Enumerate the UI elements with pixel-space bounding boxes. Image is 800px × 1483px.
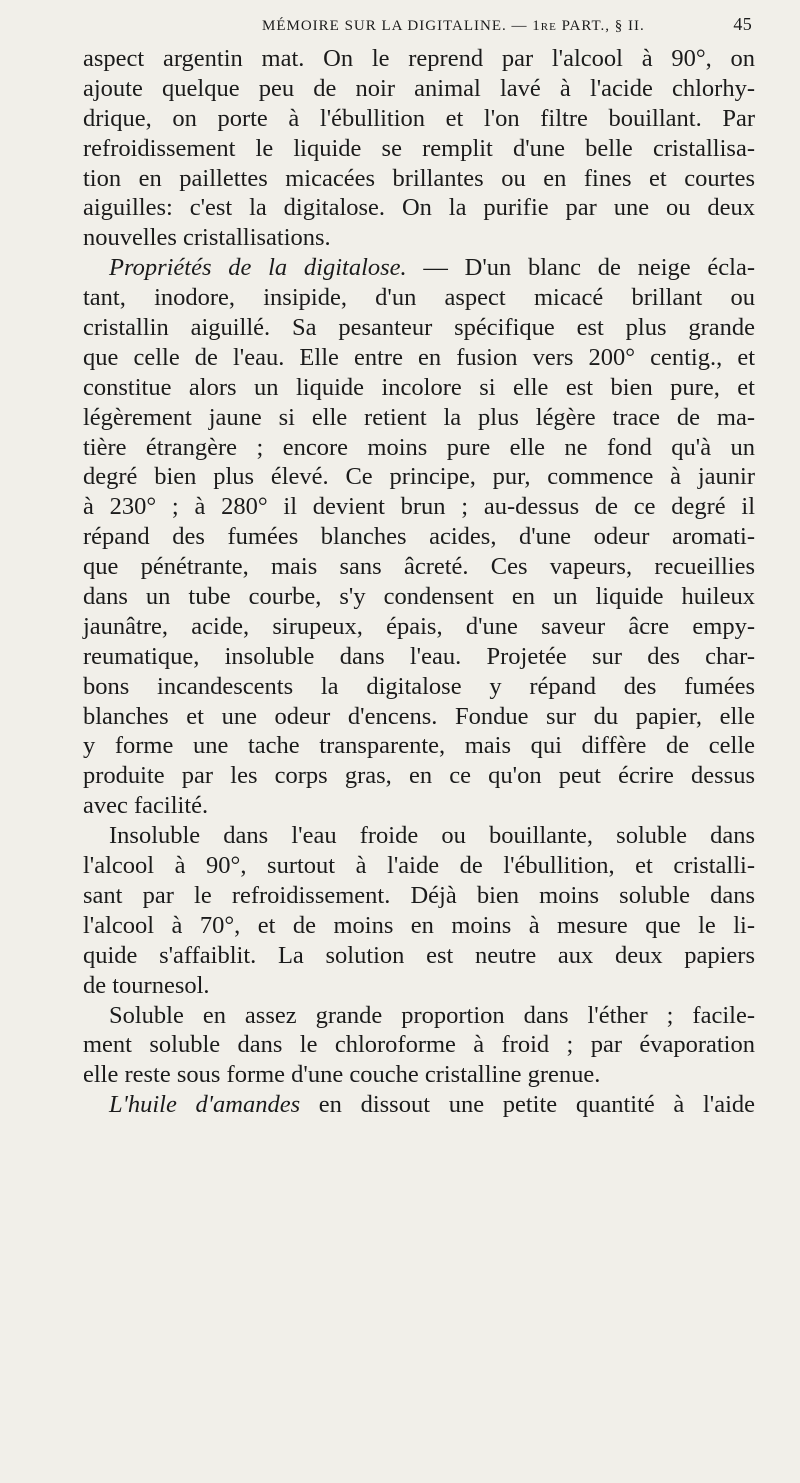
text-line <box>83 1060 755 1090</box>
text-line <box>83 911 755 941</box>
text-run: cristallin aiguillé. Sa pesanteur spécifique est plus grande <box>83 314 755 342</box>
text-line <box>83 791 755 821</box>
text-line <box>83 851 755 881</box>
text-run: drique, on porte à l'ébullition et l'on filtre bouillant. Par <box>83 104 755 132</box>
text-run: légèrement jaune si elle retient la plus légère trace de ma- <box>83 403 755 431</box>
text-line <box>83 971 755 1001</box>
text-run: elle reste sous forme d'une couche cristalline grenue. <box>83 1061 601 1089</box>
text-run: de tournesol. <box>83 971 210 999</box>
text-run: ment soluble dans le chloroforme à froid ; par évaporation <box>83 1031 755 1059</box>
text-line <box>83 164 755 194</box>
text-run: aiguilles: c'est la digitalose. On la purifie par une ou deux <box>83 194 755 222</box>
text-line <box>83 582 755 612</box>
text-line <box>83 1001 755 1031</box>
text-run: ajoute quelque peu de noir animal lavé à l'acide chlorhy- <box>83 74 755 102</box>
text-line <box>83 134 755 164</box>
text-line <box>83 492 755 522</box>
text-line <box>83 433 755 463</box>
text-line <box>83 104 755 134</box>
text-run: Soluble en assez grande proportion dans l'éther ; facile- <box>109 1001 755 1029</box>
text-line <box>83 612 755 642</box>
italic-run: Propriétés de la digitalose. <box>109 254 407 282</box>
text-run: l'alcool à 70°, et de moins en moins à mesure que le li- <box>83 911 755 939</box>
italic-run: L'huile d'amandes <box>109 1091 301 1119</box>
text-line <box>83 761 755 791</box>
text-run: bons incandescents la digitalose y répand des fumées <box>83 672 755 700</box>
text-run: tière étrangère ; encore moins pure elle ne fond qu'à un <box>83 433 755 461</box>
text-run: sant par le refroidissement. Déjà bien moins soluble dans <box>83 881 755 909</box>
text-run: en dissout une petite quantité à l'aide <box>300 1091 755 1119</box>
text-line <box>83 403 755 433</box>
text-run: l'alcool à 90°, surtout à l'aide de l'ébullition, et cristalli- <box>83 852 755 880</box>
text-run: Insoluble dans l'eau froide ou bouillante, soluble dans <box>109 822 755 850</box>
text-run: produite par les corps gras, en ce qu'on peut écrire dessus <box>83 762 755 790</box>
body-text <box>83 44 755 1120</box>
page-number: 45 <box>733 14 752 34</box>
text-run: quide s'affaiblit. La solution est neutre aux deux papiers <box>83 941 755 969</box>
text-run: constitue alors un liquide incolore si elle est bien pure, et <box>83 373 755 401</box>
text-line <box>83 672 755 702</box>
text-line <box>83 74 755 104</box>
text-run: nouvelles cristallisations. <box>83 224 331 252</box>
text-line <box>83 702 755 732</box>
text-run: à 230° ; à 280° il devient brun ; au-dessus de ce degré il <box>83 493 755 521</box>
text-line <box>83 731 755 761</box>
text-line <box>83 253 755 283</box>
running-head <box>262 14 752 35</box>
text-line <box>83 552 755 582</box>
text-run: reumatique, insoluble dans l'eau. Projetée sur des char- <box>83 642 755 670</box>
text-run: que celle de l'eau. Elle entre en fusion vers 200° centig., et <box>83 343 755 371</box>
text-line <box>83 881 755 911</box>
text-line <box>83 44 755 74</box>
text-line <box>83 373 755 403</box>
text-run: refroidissement le liquide se remplit d'une belle cristallisa- <box>83 134 755 162</box>
text-run: tant, inodore, insipide, d'un aspect micacé brillant ou <box>83 284 755 312</box>
text-line <box>83 1030 755 1060</box>
text-run: avec facilité. <box>83 792 209 820</box>
text-run: que pénétrante, mais sans âcreté. Ces vapeurs, recueillies <box>83 553 755 581</box>
running-head-title: MÉMOIRE SUR LA DIGITALINE. — 1re PART., § II. <box>262 18 645 34</box>
text-line <box>83 313 755 343</box>
text-run: — D'un blanc de neige écla- <box>406 254 755 282</box>
text-run: répand des fumées blanches acides, d'une odeur aromati- <box>83 523 755 551</box>
text-run: dans un tube courbe, s'y condensent en un liquide huileux <box>83 583 755 611</box>
text-run: jaunâtre, acide, sirupeux, épais, d'une saveur âcre empy- <box>83 612 755 640</box>
text-run: degré bien plus élevé. Ce principe, pur, commence à jaunir <box>83 463 755 491</box>
text-run: tion en paillettes micacées brillantes ou en fines et courtes <box>83 164 755 192</box>
text-run: blanches et une odeur d'encens. Fondue sur du papier, elle <box>83 702 755 730</box>
text-line <box>83 462 755 492</box>
text-line <box>83 343 755 373</box>
text-line <box>83 283 755 313</box>
text-run: aspect argentin mat. On le reprend par l'alcool à 90°, on <box>83 45 755 72</box>
text-line <box>83 821 755 851</box>
text-line <box>83 1090 755 1120</box>
text-run: y forme une tache transparente, mais qui diffère de celle <box>83 732 755 760</box>
text-line <box>83 642 755 672</box>
text-line <box>83 223 755 253</box>
text-line <box>83 193 755 223</box>
text-line <box>83 522 755 552</box>
text-line <box>83 941 755 971</box>
